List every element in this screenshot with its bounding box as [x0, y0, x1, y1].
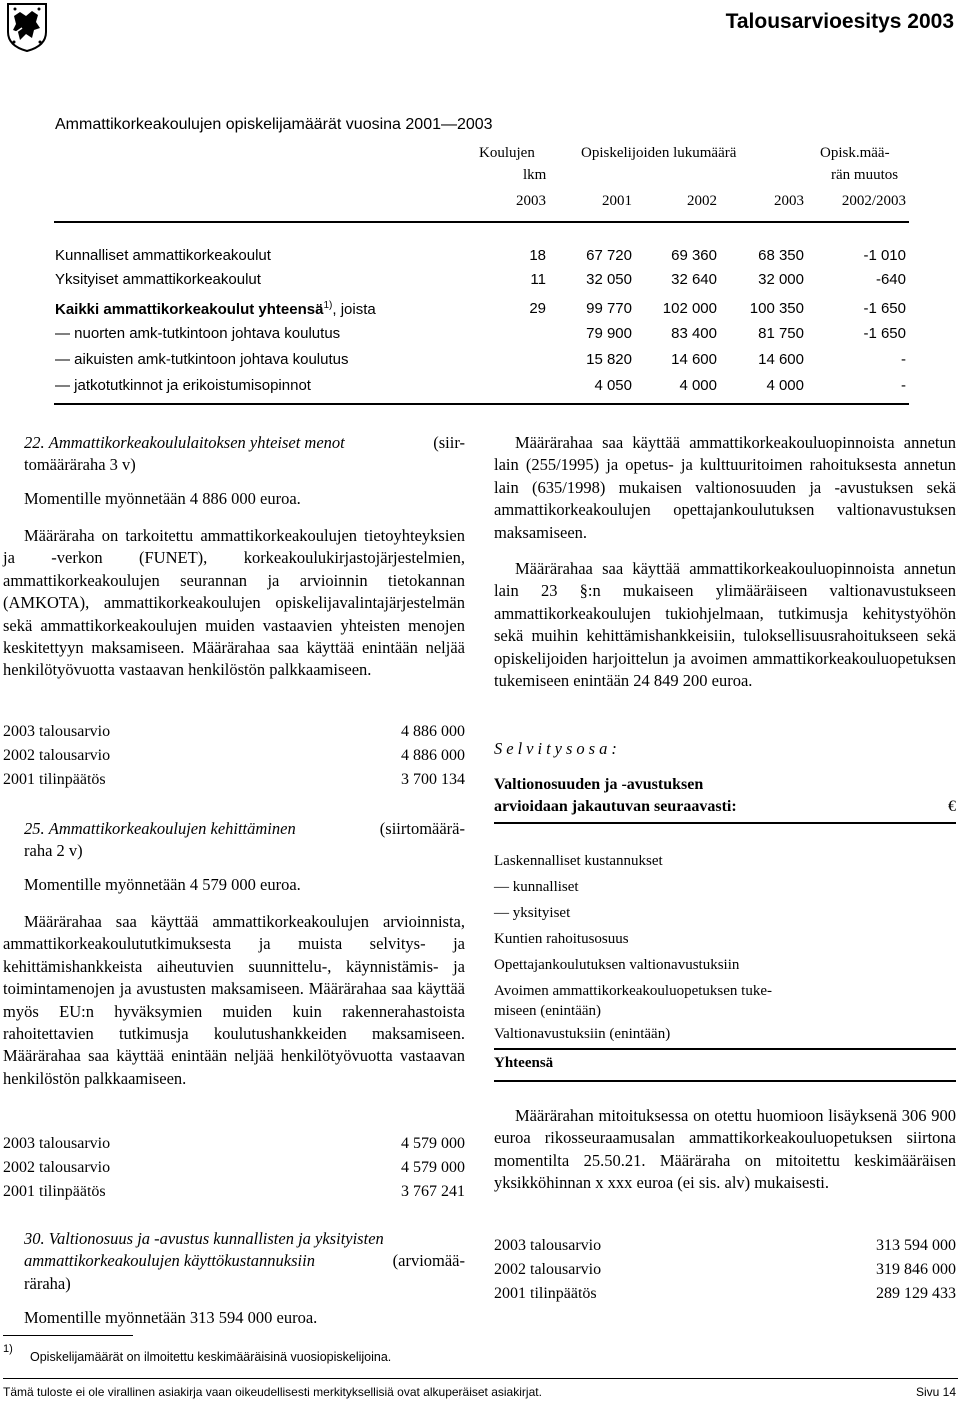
table-cell-y2002: 14 600: [671, 351, 717, 368]
distribution-list: [494, 848, 772, 1047]
table-cell-change: -: [901, 351, 906, 368]
table-cell-y2001: 99 770: [586, 300, 632, 317]
table-row-label: Kaikki ammattikorkeakoulut yhteensä$^{1)}$, joista: [55, 300, 376, 318]
figure-row: 2002 talousarvio 4 886 000: [3, 747, 465, 764]
right-paragraph-3: Määrärahan mitoituksessa on otettu huomioon lisäyksenä 306 900 euroa rikosseuraamusalan ammattikorkeakouluopetuksen siirtona momentilta 25.50.21. Määräraha on mitoitettu keskimääräisen yksikköhinnan x xxx euroa (ei sis. alv) mukaisesti.: [494, 1106, 956, 1193]
list-item: Laskennalliset kustannukset: [494, 853, 663, 869]
table-cell-y2002: 32 640: [671, 271, 717, 288]
section-30-title-2: ammattikorkeakoulujen käyttökustannuksiin: [24, 1251, 315, 1271]
table-cell-y2002: 102 000: [662, 300, 717, 317]
distribution-total: Yhteensä: [494, 1055, 554, 1071]
footer-page-number: Sivu 14: [915, 1385, 956, 1399]
table-cell-y2001: 79 900: [586, 325, 632, 342]
table-cell-y2003: 100 350: [749, 300, 804, 317]
figure-row: 2002 talousarvio 4 579 000: [3, 1159, 465, 1176]
footnote-text: Opiskelijamäärät on ilmoitettu keskimääräisinä vuosiopiskelijoina.: [30, 1350, 392, 1364]
table-cell-y2001: 15 820: [586, 351, 632, 368]
figure-row: 2003 talousarvio 313 594 000: [494, 1237, 956, 1254]
distribution-rule-bottom: [494, 1080, 956, 1082]
year-change: 2002/2003: [841, 193, 906, 209]
section-25-paragraph: Määrärahaa saa käyttää ammattikorkeakoulujen arvioinnista, ammattikorkeakoulututkimuksesta ja muista selvitys- ja kehittämishankkeista aiheutuvien suunnittelu-, käynnistämis- ja toimintamenojen ja avustusten maksamiseen. Määrärahaa saa käyttää myös EU:n hyväksymien muiden kuin rakennerahastoista rahoitettavien tutkimusja koulutushankkeiden maksamiseen. Määrärahaa saa käyttää enintään neljää henkilötyövuotta vastaavan henkilöstön palkkaamiseen.: [3, 912, 465, 1088]
figure-row: 2003 talousarvio 4 579 000: [3, 1135, 465, 1152]
table-row-label: — nuorten amk-tutkintoon johtava koulutus: [55, 325, 341, 342]
figure-row: 2001 tilinpäätös 3 767 241: [3, 1183, 465, 1200]
table-row-label: Kunnalliset ammattikorkeakoulut: [55, 247, 271, 264]
table-title: Ammattikorkeakoulujen opiskelijamäärät vuosina 2001—2003: [55, 116, 493, 133]
table-row-label: Yksityiset ammattikorkeakoulut: [55, 271, 261, 288]
table-cell-y2001: 67 720: [586, 247, 632, 264]
section-22-type-2: tomääräraha 3 v): [24, 455, 136, 475]
table-rule-bottom: [54, 403, 909, 405]
table-cell-lkm: 11: [530, 271, 546, 288]
table-rule-top: [54, 221, 909, 223]
footer-rule: [3, 1378, 958, 1379]
section-30-type-2: räraha): [24, 1273, 71, 1293]
section-25-title: Ammattikorkeakoulujen kehittäminen: [48, 819, 296, 838]
table-cell-y2003: 68 350: [758, 247, 804, 264]
year-lkm: 2003: [516, 193, 546, 209]
currency-symbol: €: [948, 798, 956, 816]
distribution-rule-top: [494, 822, 956, 824]
distribution-title: [494, 774, 956, 819]
figure-row: 2002 talousarvio 319 846 000: [494, 1261, 956, 1278]
list-item: Kuntien rahoitusosuus: [494, 931, 629, 947]
section-22-number: 22.: [24, 433, 45, 452]
footer-disclaimer: Tämä tuloste ei ole virallinen asiakirja vaan oikeudellisesti merkityksellisiä ovat alkuperäiset asiakirjat.: [3, 1385, 542, 1399]
section-25-figures: [3, 1135, 465, 1207]
table-row-label: — jatkotutkinnot ja erikoistumisopinnot: [55, 377, 311, 394]
header-title: Talousarvioesitys 2003: [725, 10, 954, 33]
table-cell-change: -: [901, 377, 906, 394]
section-25-type-2: raha 2 v): [24, 841, 83, 861]
list-item: Avoimen ammattikorkeakouluopetuksen tuke-: [494, 983, 772, 999]
col-header-lkm: lkm: [523, 167, 547, 183]
figure-row: 2001 tilinpäätös 289 129 433: [494, 1285, 956, 1302]
coat-of-arms-logo: [6, 2, 48, 52]
table-cell-y2003: 4 000: [766, 377, 804, 394]
section-25-heading: [24, 818, 465, 863]
col-header-opisk-1: Opisk.mää-: [820, 145, 890, 161]
table-cell-change: -1 650: [863, 300, 906, 317]
distribution-title-1: Valtionosuuden ja -avustuksen: [494, 776, 704, 793]
table-cell-y2003: 14 600: [758, 351, 804, 368]
table-cell-change: -1 650: [863, 325, 906, 342]
section-22-paragraph: Määräraha on tarkoitettu ammattikorkeakoulujen tietoyhteyksien ja -verkon (FUNET), korkeakoulukirjastojärjestelmien, ammattikorkeakoulujen seurannan ja arvioinnin tietokannan (AMKOTA), ammattikorkeakoulujen opiskelijavalintajärjestelmän sekä ammattikorkeakoulujen muiden vastaavien yhteisten menojen keskitettyyn maksamiseen. Määrärahaa saa käyttää enintään neljää henkilötyövuotta vastaavan henkilöstön palkkaamiseen.: [3, 526, 465, 680]
section-22-title: Ammattikorkeakoululaitoksen yhteiset menot: [48, 433, 345, 452]
distribution-title-2: arvioidaan jakautuvan seuraavasti:: [494, 798, 737, 816]
distribution-rule-total: [494, 1048, 956, 1050]
right-paragraph-2: Määrärahaa saa käyttää ammattikorkeakouluopinnoista annetun lain 23 §:n mukaiseen ylimääräiseen valtionavustukseen ammattikorkeakoulujen tukiohjelmaan, tutkimusja kehitystyöhön sekä muihin kehittämishankkeisiin, tuloksellisuusrahoitukseen sekä opiskelijoiden harjoittelun ja avoimen ammattikorkeakouluopetuksen tukemiseen enintään 24 849 200 euroa.: [494, 559, 956, 691]
col-header-koulujen: Koulujen: [479, 145, 535, 161]
year-2003: 2003: [774, 193, 804, 209]
section-22-type-1: (siir-: [433, 433, 465, 452]
table-cell-lkm: 18: [529, 247, 546, 264]
list-item: — yksityiset: [494, 905, 571, 921]
list-item: Opettajankoulutuksen valtionavustuksiin: [494, 957, 740, 973]
right-figures: [494, 1237, 956, 1309]
table-cell-y2001: 4 050: [594, 377, 632, 394]
selvitysosa-heading: Selvitysosa:: [494, 739, 621, 758]
section-30-heading: [24, 1228, 465, 1295]
section-30-number: 30.: [24, 1229, 45, 1248]
year-2001: 2001: [602, 193, 632, 209]
col-header-opisk-2: rän muutos: [831, 167, 899, 183]
table-row-label: — aikuisten amk-tutkintoon johtava koulutus: [55, 351, 349, 368]
table-cell-y2002: 83 400: [671, 325, 717, 342]
figure-row: 2001 tilinpäätös 3 700 134: [3, 771, 465, 788]
table-cell-y2002: 4 000: [679, 377, 717, 394]
footnote-rule: [3, 1335, 133, 1336]
table-cell-change: -1 010: [863, 247, 906, 264]
list-item: miseen (enintään): [494, 1003, 602, 1019]
section-30-title-1: Valtionosuus ja -avustus kunnallisten ja yksityisten: [48, 1229, 384, 1248]
section-30-type-1: (arviomää-: [392, 1251, 465, 1271]
section-22-moment: Momentille myönnetään 4 886 000 euroa.: [24, 489, 301, 508]
table-cell-y2002: 69 360: [671, 247, 717, 264]
list-item: Valtionavustuksiin (enintään): [494, 1026, 671, 1042]
section-25-type-1: (siirtomäärä-: [379, 819, 465, 838]
right-paragraph-1: Määrärahaa saa käyttää ammattikorkeakouluopinnoista annetun lain (255/1995) ja opetus- ja kulttuuritoimen rahoituksesta annetun lain (635/1998) mukaisen valtionosuuden ja -avustuksen sekä ammattikorkeakoulujen opettajankoulutuksen valtionavustuksen maksamiseen.: [494, 433, 956, 542]
section-22-figures: [3, 723, 465, 795]
section-22-heading: [24, 432, 465, 477]
section-25-moment: Momentille myönnetään 4 579 000 euroa.: [24, 875, 301, 894]
section-30-moment: Momentille myönnetään 313 594 000 euroa.: [24, 1308, 318, 1327]
col-header-opiskelijoiden: Opiskelijoiden lukumäärä: [581, 145, 737, 161]
table-cell-lkm: 29: [529, 300, 546, 317]
table-cell-change: -640: [875, 271, 906, 288]
section-25-number: 25.: [24, 819, 45, 838]
year-2002: 2002: [687, 193, 717, 209]
table-cell-y2001: 32 050: [586, 271, 632, 288]
figure-row: 2003 talousarvio 4 886 000: [3, 723, 465, 740]
footnote-mark: 1): [3, 1343, 13, 1355]
table-cell-y2003: 32 000: [758, 271, 804, 288]
table-cell-y2003: 81 750: [758, 325, 804, 342]
list-item: — kunnalliset: [494, 879, 579, 895]
